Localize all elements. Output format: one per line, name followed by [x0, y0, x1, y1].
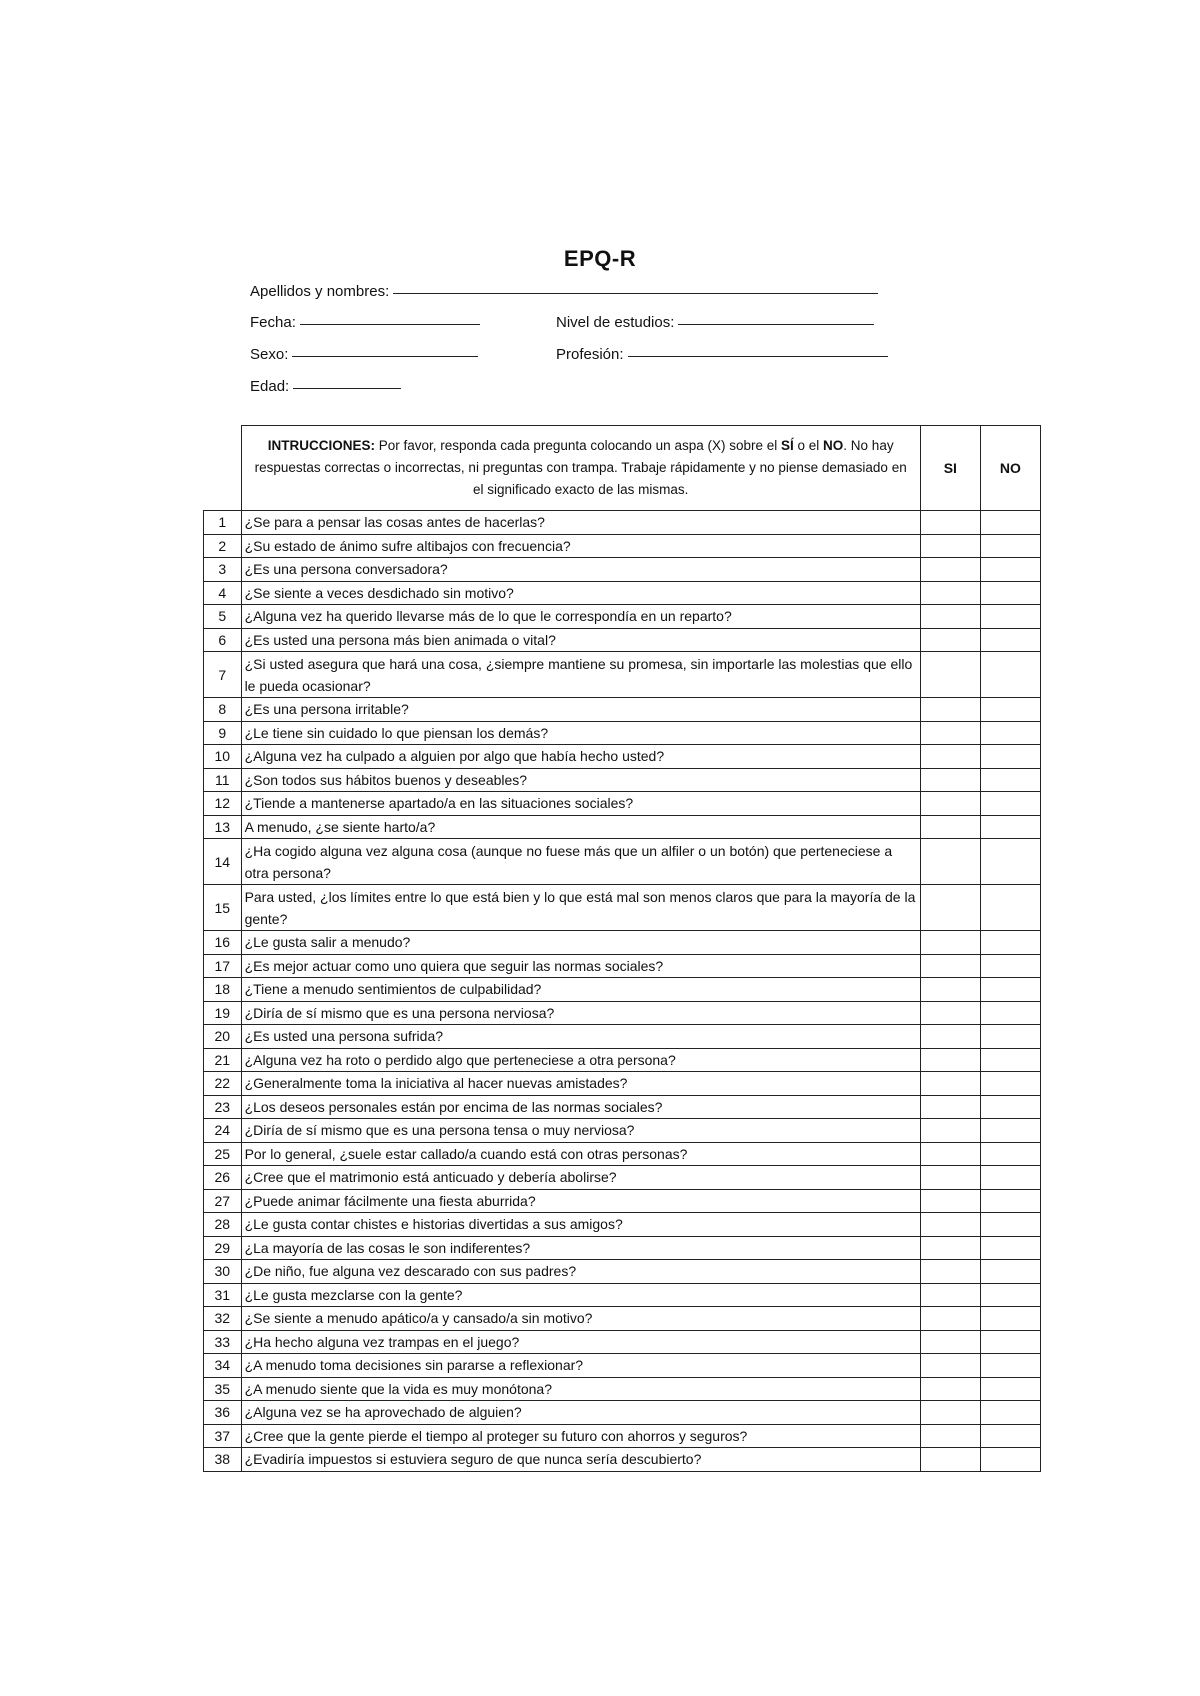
instructions-si-word: SÍ	[781, 438, 794, 453]
question-number: 2	[204, 534, 242, 558]
question-text: ¿Es usted una persona sufrida?	[241, 1025, 920, 1049]
answer-si-cell[interactable]	[920, 792, 980, 816]
answer-no-cell[interactable]	[980, 698, 1040, 722]
question-row	[204, 1236, 1041, 1260]
question-number: 7	[204, 652, 242, 698]
answer-no-cell[interactable]	[980, 1283, 1040, 1307]
question-row	[204, 1072, 1041, 1096]
question-row	[204, 792, 1041, 816]
question-row	[204, 1119, 1041, 1143]
names-field[interactable]	[250, 283, 878, 300]
question-text: ¿Cree que la gente pierde el tiempo al proteger su futuro con ahorros y seguros?	[241, 1424, 920, 1448]
question-text: ¿La mayoría de las cosas le son indiferentes?	[241, 1236, 920, 1260]
question-number: 16	[204, 931, 242, 955]
answer-si-cell[interactable]	[920, 1095, 980, 1119]
question-text: A menudo, ¿se siente harto/a?	[241, 815, 920, 839]
question-row	[204, 698, 1041, 722]
question-number: 15	[204, 885, 242, 931]
question-number: 34	[204, 1354, 242, 1378]
answer-si-cell[interactable]	[920, 605, 980, 629]
question-row	[204, 511, 1041, 535]
answer-si-cell[interactable]	[920, 1307, 980, 1331]
question-number: 26	[204, 1166, 242, 1190]
answer-si-cell[interactable]	[920, 1142, 980, 1166]
question-number: 29	[204, 1236, 242, 1260]
question-text: ¿Se siente a veces desdichado sin motivo?	[241, 581, 920, 605]
question-row	[204, 1307, 1041, 1331]
answer-no-cell[interactable]	[980, 1072, 1040, 1096]
names-line	[393, 292, 878, 294]
question-number: 21	[204, 1048, 242, 1072]
education-line	[678, 323, 874, 325]
question-text: ¿Alguna vez ha roto o perdido algo que perteneciese a otra persona?	[241, 1048, 920, 1072]
answer-no-cell[interactable]	[980, 839, 1040, 885]
age-line	[293, 387, 401, 389]
answer-no-cell[interactable]	[980, 954, 1040, 978]
answer-si-cell[interactable]	[920, 1166, 980, 1190]
questionnaire-table	[203, 425, 1041, 1472]
instructions-text-2: o el	[793, 438, 824, 453]
question-number: 25	[204, 1142, 242, 1166]
answer-si-cell[interactable]	[920, 558, 980, 582]
question-text: ¿Alguna vez ha culpado a alguien por algo que había hecho usted?	[241, 745, 920, 769]
answer-si-cell[interactable]	[920, 698, 980, 722]
question-row	[204, 581, 1041, 605]
answer-si-cell[interactable]	[920, 1213, 980, 1237]
question-row	[204, 605, 1041, 629]
instructions-no-word: NO	[823, 438, 844, 453]
question-text: ¿Es una persona conversadora?	[241, 558, 920, 582]
answer-no-cell[interactable]	[980, 1377, 1040, 1401]
answer-si-cell[interactable]	[920, 1119, 980, 1143]
question-row	[204, 1424, 1041, 1448]
si-column-header: SI	[920, 426, 980, 511]
answer-no-cell[interactable]	[980, 1260, 1040, 1284]
profession-line	[628, 355, 888, 357]
date-line	[300, 323, 480, 325]
answer-no-cell[interactable]	[980, 815, 1040, 839]
answer-no-cell[interactable]	[980, 931, 1040, 955]
sex-field[interactable]	[250, 346, 478, 363]
answer-si-cell[interactable]	[920, 652, 980, 698]
age-label: Edad:	[250, 378, 290, 395]
question-row	[204, 558, 1041, 582]
question-number: 23	[204, 1095, 242, 1119]
question-row	[204, 1283, 1041, 1307]
question-row	[204, 534, 1041, 558]
question-number: 6	[204, 628, 242, 652]
question-row	[204, 931, 1041, 955]
question-row	[204, 1401, 1041, 1425]
answer-si-cell[interactable]	[920, 1283, 980, 1307]
answer-no-cell[interactable]	[980, 1119, 1040, 1143]
answer-no-cell[interactable]	[980, 511, 1040, 535]
question-text: ¿Le tiene sin cuidado lo que piensan los demás?	[241, 721, 920, 745]
question-text: Para usted, ¿los límites entre lo que está bien y lo que está mal son menos claros que para la mayoría de la gente?	[241, 885, 920, 931]
answer-no-cell[interactable]	[980, 1025, 1040, 1049]
sex-label: Sexo:	[250, 346, 289, 363]
question-row	[204, 885, 1041, 931]
answer-no-cell[interactable]	[980, 745, 1040, 769]
answer-si-cell[interactable]	[920, 839, 980, 885]
question-number: 28	[204, 1213, 242, 1237]
question-number: 3	[204, 558, 242, 582]
question-row	[204, 1048, 1041, 1072]
answer-no-cell[interactable]	[980, 978, 1040, 1002]
question-text: ¿Tiene a menudo sentimientos de culpabilidad?	[241, 978, 920, 1002]
instructions-text-3: . No hay respuestas correctas o incorrectas, ni preguntas con trampa. Trabaje rápidamente y no piense demasiado en el significado exacto de las mismas.	[254, 438, 907, 497]
answer-si-cell[interactable]	[920, 628, 980, 652]
instructions-cell	[241, 426, 920, 511]
profession-field[interactable]	[556, 346, 888, 363]
answer-si-cell[interactable]	[920, 815, 980, 839]
question-text: ¿Es mejor actuar como uno quiera que seguir las normas sociales?	[241, 954, 920, 978]
names-label: Apellidos y nombres:	[250, 283, 390, 300]
question-row	[204, 1213, 1041, 1237]
answer-no-cell[interactable]	[980, 1189, 1040, 1213]
question-text: ¿Tiende a mantenerse apartado/a en las situaciones sociales?	[241, 792, 920, 816]
question-text: ¿Se siente a menudo apático/a y cansado/a sin motivo?	[241, 1307, 920, 1331]
question-number: 10	[204, 745, 242, 769]
question-number: 37	[204, 1424, 242, 1448]
question-text: ¿Los deseos personales están por encima de las normas sociales?	[241, 1095, 920, 1119]
question-number: 11	[204, 768, 242, 792]
question-number: 5	[204, 605, 242, 629]
question-row	[204, 1448, 1041, 1472]
question-number: 33	[204, 1330, 242, 1354]
question-number: 22	[204, 1072, 242, 1096]
question-number: 18	[204, 978, 242, 1002]
answer-no-cell[interactable]	[980, 1424, 1040, 1448]
question-number: 1	[204, 511, 242, 535]
question-number: 36	[204, 1401, 242, 1425]
answer-si-cell[interactable]	[920, 931, 980, 955]
instructions-lead: INTRUCCIONES:	[267, 438, 375, 453]
answer-si-cell[interactable]	[920, 1048, 980, 1072]
answer-no-cell[interactable]	[980, 1048, 1040, 1072]
question-number: 13	[204, 815, 242, 839]
question-number: 31	[204, 1283, 242, 1307]
question-number: 30	[204, 1260, 242, 1284]
question-number: 38	[204, 1448, 242, 1472]
answer-no-cell[interactable]	[980, 605, 1040, 629]
question-number: 19	[204, 1001, 242, 1025]
instructions-text-1: Por favor, responda cada pregunta colocando un aspa (X) sobre el	[374, 438, 781, 453]
answer-si-cell[interactable]	[920, 511, 980, 535]
question-number: 27	[204, 1189, 242, 1213]
question-row	[204, 1025, 1041, 1049]
question-number: 20	[204, 1025, 242, 1049]
answer-no-cell[interactable]	[980, 721, 1040, 745]
answer-no-cell[interactable]	[980, 628, 1040, 652]
question-row	[204, 721, 1041, 745]
question-row	[204, 1260, 1041, 1284]
answer-si-cell[interactable]	[920, 1025, 980, 1049]
question-text: ¿Es una persona irritable?	[241, 698, 920, 722]
question-text: ¿De niño, fue alguna vez descarado con sus padres?	[241, 1260, 920, 1284]
question-row	[204, 1377, 1041, 1401]
profession-label: Profesión:	[556, 346, 624, 363]
answer-si-cell[interactable]	[920, 1236, 980, 1260]
answer-no-cell[interactable]	[980, 1330, 1040, 1354]
answer-no-cell[interactable]	[980, 534, 1040, 558]
question-number: 14	[204, 839, 242, 885]
no-column-header: NO	[980, 426, 1040, 511]
question-number: 35	[204, 1377, 242, 1401]
age-field[interactable]	[250, 378, 401, 395]
answer-si-cell[interactable]	[920, 534, 980, 558]
question-number: 32	[204, 1307, 242, 1331]
question-text: ¿Le gusta mezclarse con la gente?	[241, 1283, 920, 1307]
question-text: ¿Diría de sí mismo que es una persona nerviosa?	[241, 1001, 920, 1025]
question-row	[204, 1095, 1041, 1119]
question-text: ¿Generalmente toma la iniciativa al hacer nuevas amistades?	[241, 1072, 920, 1096]
question-text: ¿Evadiría impuestos si estuviera seguro de que nunca sería descubierto?	[241, 1448, 920, 1472]
question-row	[204, 978, 1041, 1002]
question-text: ¿Alguna vez ha querido llevarse más de lo que le correspondía en un reparto?	[241, 605, 920, 629]
question-text: ¿Ha hecho alguna vez trampas en el juego?	[241, 1330, 920, 1354]
question-text: ¿Son todos sus hábitos buenos y deseables?	[241, 768, 920, 792]
answer-si-cell[interactable]	[920, 1401, 980, 1425]
answer-no-cell[interactable]	[980, 1354, 1040, 1378]
question-number: 9	[204, 721, 242, 745]
document-title: EPQ-R	[563, 246, 637, 271]
answer-no-cell[interactable]	[980, 1213, 1040, 1237]
answer-si-cell[interactable]	[920, 1072, 980, 1096]
instructions-row	[204, 426, 1041, 511]
answer-si-cell[interactable]	[920, 1424, 980, 1448]
answer-si-cell[interactable]	[920, 745, 980, 769]
answer-si-cell[interactable]	[920, 1260, 980, 1284]
question-row	[204, 628, 1041, 652]
answer-no-cell[interactable]	[980, 1448, 1040, 1472]
answer-si-cell[interactable]	[920, 1330, 980, 1354]
question-row	[204, 1142, 1041, 1166]
question-row	[204, 1330, 1041, 1354]
question-row	[204, 1354, 1041, 1378]
question-row	[204, 815, 1041, 839]
answer-si-cell[interactable]	[920, 1448, 980, 1472]
answer-no-cell[interactable]	[980, 792, 1040, 816]
answer-no-cell[interactable]	[980, 1001, 1040, 1025]
question-text: ¿Le gusta contar chistes e historias divertidas a sus amigos?	[241, 1213, 920, 1237]
date-field[interactable]	[250, 314, 480, 331]
question-text: ¿Ha cogido alguna vez alguna cosa (aunque no fuese más que un alfiler o un botón) que perteneciese a otra persona?	[241, 839, 920, 885]
question-text: ¿A menudo toma decisiones sin pararse a reflexionar?	[241, 1354, 920, 1378]
answer-no-cell[interactable]	[980, 558, 1040, 582]
question-text: ¿Su estado de ánimo sufre altibajos con frecuencia?	[241, 534, 920, 558]
answer-no-cell[interactable]	[980, 581, 1040, 605]
sex-line	[292, 355, 478, 357]
question-text: ¿Alguna vez se ha aprovechado de alguien?	[241, 1401, 920, 1425]
question-number: 12	[204, 792, 242, 816]
answer-si-cell[interactable]	[920, 768, 980, 792]
question-text: ¿Le gusta salir a menudo?	[241, 931, 920, 955]
question-text: ¿Cree que el matrimonio está anticuado y debería abolirse?	[241, 1166, 920, 1190]
answer-si-cell[interactable]	[920, 1001, 980, 1025]
answer-si-cell[interactable]	[920, 1189, 980, 1213]
answer-no-cell[interactable]	[980, 1236, 1040, 1260]
question-number: 4	[204, 581, 242, 605]
question-number: 24	[204, 1119, 242, 1143]
answer-si-cell[interactable]	[920, 978, 980, 1002]
answer-no-cell[interactable]	[980, 885, 1040, 931]
question-text: ¿Puede animar fácilmente una fiesta aburrida?	[241, 1189, 920, 1213]
answer-si-cell[interactable]	[920, 721, 980, 745]
answer-no-cell[interactable]	[980, 1401, 1040, 1425]
question-number: 17	[204, 954, 242, 978]
answer-si-cell[interactable]	[920, 1354, 980, 1378]
question-row	[204, 1001, 1041, 1025]
question-text: ¿Se para a pensar las cosas antes de hacerlas?	[241, 511, 920, 535]
answer-si-cell[interactable]	[920, 885, 980, 931]
answer-no-cell[interactable]	[980, 652, 1040, 698]
question-text: ¿Si usted asegura que hará una cosa, ¿siempre mantiene su promesa, sin importarle las molestias que ello le pueda ocasionar?	[241, 652, 920, 698]
question-row	[204, 954, 1041, 978]
date-label: Fecha:	[250, 314, 296, 331]
question-text: ¿Es usted una persona más bien animada o vital?	[241, 628, 920, 652]
answer-si-cell[interactable]	[920, 954, 980, 978]
question-text: ¿Diría de sí mismo que es una persona tensa o muy nerviosa?	[241, 1119, 920, 1143]
question-row	[204, 652, 1041, 698]
answer-si-cell[interactable]	[920, 1377, 980, 1401]
education-label: Nivel de estudios:	[556, 314, 675, 331]
question-row	[204, 745, 1041, 769]
answer-si-cell[interactable]	[920, 581, 980, 605]
answer-no-cell[interactable]	[980, 1095, 1040, 1119]
question-row	[204, 1189, 1041, 1213]
education-field[interactable]	[556, 314, 874, 331]
question-row	[204, 768, 1041, 792]
question-row	[204, 1166, 1041, 1190]
answer-no-cell[interactable]	[980, 1142, 1040, 1166]
answer-no-cell[interactable]	[980, 1307, 1040, 1331]
question-number: 8	[204, 698, 242, 722]
answer-no-cell[interactable]	[980, 1166, 1040, 1190]
corner-cell	[204, 426, 242, 511]
question-text: Por lo general, ¿suele estar callado/a cuando está con otras personas?	[241, 1142, 920, 1166]
question-row	[204, 839, 1041, 885]
question-text: ¿A menudo siente que la vida es muy monótona?	[241, 1377, 920, 1401]
answer-no-cell[interactable]	[980, 768, 1040, 792]
